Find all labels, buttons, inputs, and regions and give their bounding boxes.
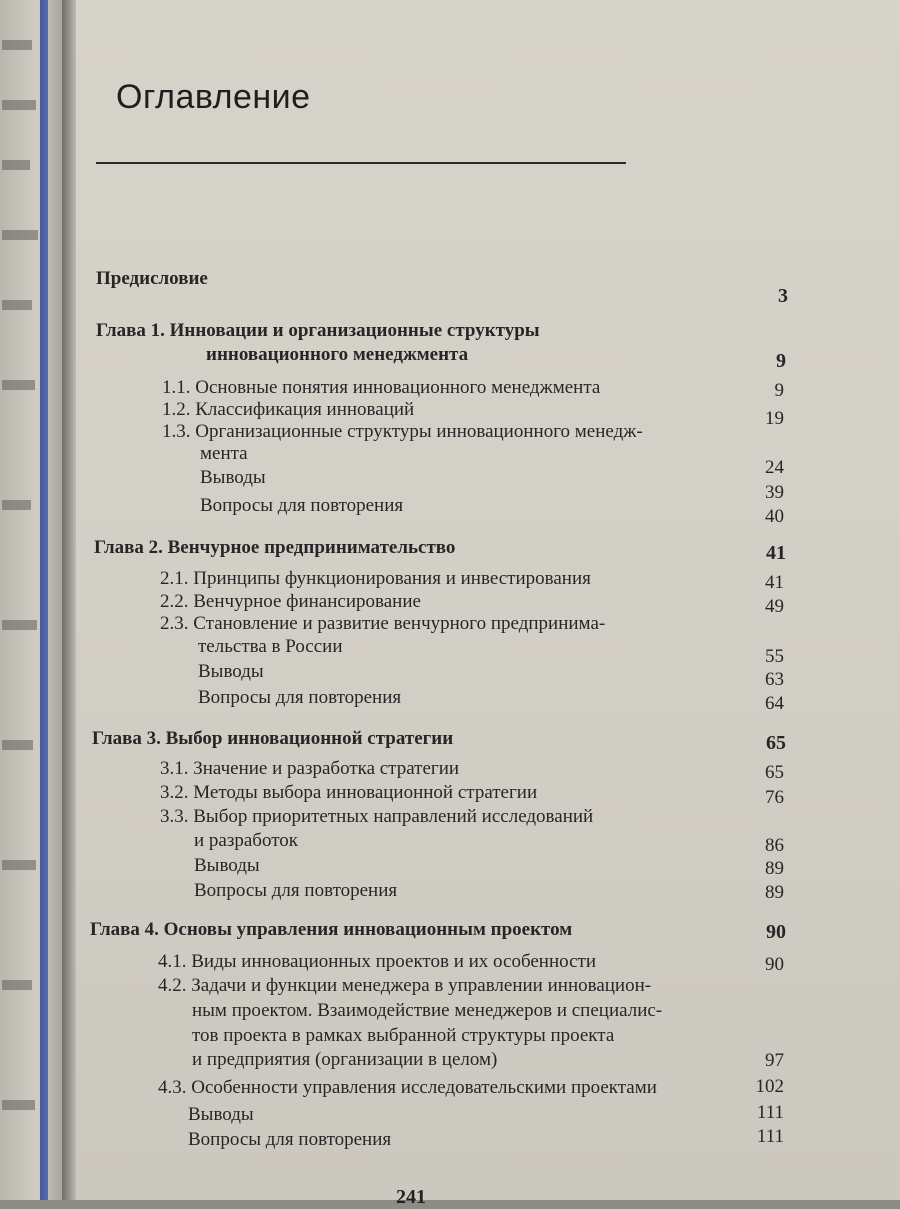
toc-page-number: 9 — [776, 350, 786, 372]
toc-section: 1.2. Классификация инноваций — [162, 399, 415, 420]
toc-page-number: 90 — [766, 921, 786, 943]
toc-section: 3.2. Методы выбора инновационной стратегии — [160, 782, 538, 803]
toc-page-number: 102 — [755, 1076, 784, 1097]
toc-page-number: 63 — [765, 669, 784, 690]
toc-section: 1.1. Основные понятия инновационного менеджмента — [162, 377, 601, 398]
toc-page-number: 41 — [765, 572, 784, 593]
toc-chapter-title: Глава 3. Выбор инновационной стратегии — [92, 728, 454, 749]
toc-chapter-title: Глава 1. Инновации и организационные структуры — [96, 320, 540, 341]
toc-page-number: 86 — [765, 835, 784, 856]
toc-questions: Вопросы для повторения — [194, 880, 398, 901]
toc-page-number: 9 — [774, 380, 784, 401]
bleed-text-line — [2, 980, 32, 990]
toc-page-number: 40 — [765, 506, 784, 527]
toc-page-number: 64 — [765, 693, 784, 714]
toc-section-cont: мента — [200, 443, 248, 464]
toc-entry-preface: Предисловие — [96, 268, 208, 289]
toc-page-number: 49 — [765, 596, 784, 617]
toc-chapter-title: Глава 2. Венчурное предпринимательство — [94, 537, 456, 558]
toc-section: 2.2. Венчурное финансирование — [160, 591, 421, 612]
bleed-text-line — [2, 860, 36, 870]
bleed-text-line — [2, 300, 32, 310]
toc-chapter-title: Глава 4. Основы управления инновационным проектом — [90, 919, 573, 940]
bleed-text-line — [2, 100, 36, 110]
toc-questions: Вопросы для повторения — [200, 495, 404, 516]
toc-section-cont: ным проектом. Взаимодействие менеджеров и специалис- — [192, 1000, 663, 1021]
toc-questions: Вопросы для повторения — [188, 1129, 392, 1150]
toc-page-number: 65 — [765, 762, 784, 783]
toc-page — [76, 0, 900, 1208]
toc-chapter-title-cont: инновационного менеджмента — [206, 344, 469, 365]
toc-conclusions: Выводы — [188, 1104, 254, 1125]
toc-page-number: 97 — [765, 1050, 784, 1071]
toc-page-number: 76 — [765, 787, 784, 808]
toc-section: 4.1. Виды инновационных проектов и их особенности — [158, 951, 597, 972]
book-cover-edge — [40, 0, 48, 1200]
toc-page-number: 3 — [778, 285, 788, 307]
toc-conclusions: Выводы — [198, 661, 264, 682]
table-of-contents — [76, 0, 900, 1200]
toc-section-cont: тельства в России — [198, 636, 343, 657]
footer-page-number: 241 — [396, 1186, 426, 1208]
toc-section-cont: и разработок — [194, 830, 298, 851]
bleed-text-line — [2, 620, 37, 630]
toc-section: 2.1. Принципы функционирования и инвестирования — [160, 568, 591, 589]
toc-page-number: 111 — [756, 1126, 784, 1147]
toc-section: 1.3. Организационные структуры инновационного менедж- — [162, 421, 643, 442]
bleed-text-line — [2, 40, 32, 50]
toc-section: 2.3. Становление и развитие венчурного предпринима- — [160, 613, 606, 634]
toc-page-number: 65 — [766, 732, 786, 754]
toc-page-number: 39 — [765, 482, 784, 503]
toc-page-number: 89 — [765, 858, 784, 879]
toc-page-number: 24 — [765, 457, 784, 478]
bleed-text-line — [2, 160, 30, 170]
toc-section-cont: тов проекта в рамках выбранной структуры проекта — [192, 1025, 615, 1046]
bleed-text-line — [2, 230, 38, 240]
toc-section: 4.2. Задачи и функции менеджера в управлении инновацион- — [158, 975, 652, 996]
toc-questions: Вопросы для повторения — [198, 687, 402, 708]
toc-page-number: 89 — [765, 882, 784, 903]
toc-page-number: 111 — [756, 1102, 784, 1123]
toc-page-number: 19 — [765, 408, 784, 429]
bleed-text-line — [2, 1100, 35, 1110]
toc-page-number: 41 — [766, 542, 786, 564]
toc-page-number: 90 — [765, 954, 784, 975]
toc-section: 3.3. Выбор приоритетных направлений исследований — [160, 806, 594, 827]
book-gutter — [62, 0, 76, 1200]
bleed-text-line — [2, 380, 35, 390]
toc-page-number: 55 — [765, 646, 784, 667]
adjacent-page-edge — [0, 0, 62, 1200]
toc-section: 3.1. Значение и разработка стратегии — [160, 758, 460, 779]
toc-section-cont: и предприятия (организации в целом) — [192, 1049, 498, 1070]
bleed-text-line — [2, 500, 31, 510]
bleed-text-line — [2, 740, 33, 750]
toc-conclusions: Выводы — [200, 467, 266, 488]
page-title: Оглавление — [116, 78, 311, 116]
toc-section: 4.3. Особенности управления исследовательскими проектами — [158, 1077, 657, 1098]
toc-conclusions: Выводы — [194, 855, 260, 876]
